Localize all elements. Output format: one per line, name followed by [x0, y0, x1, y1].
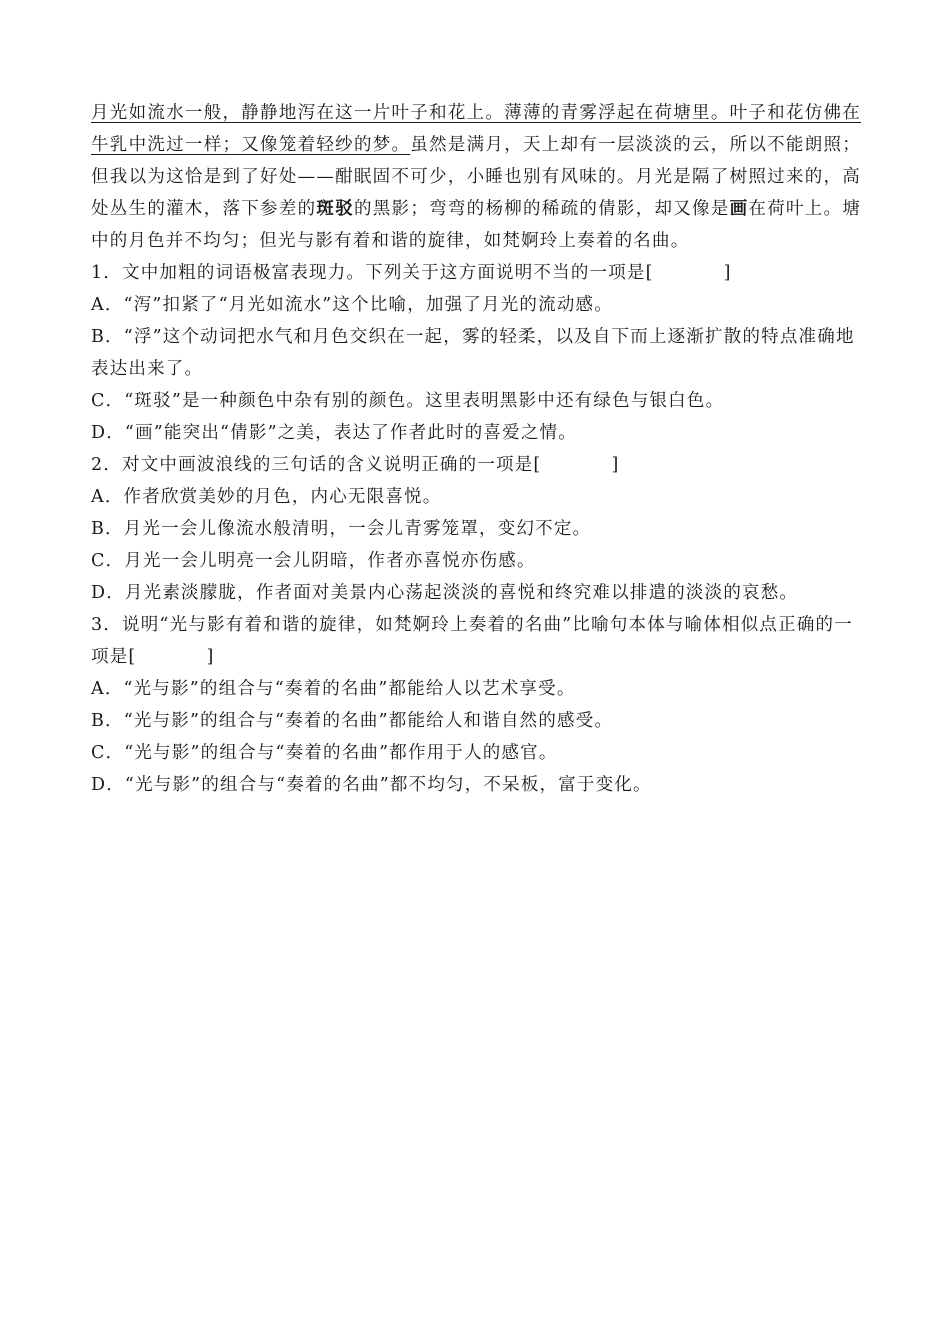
question-1-bracket-close: ] — [723, 263, 732, 283]
question-2-option-d: D．月光素淡朦胧，作者面对美景内心荡起淡淡的喜悦和终究难以排遣的淡淡的哀愁。 — [91, 583, 799, 603]
question-3-bracket-close: ] — [206, 647, 215, 667]
question-1-stem-text: 1．文中加粗的词语极富表现力。下列关于这方面说明不当的一项是[ — [91, 263, 654, 283]
question-2-option-c: C．月光一会儿明亮一会儿阴暗，作者亦喜悦亦伤感。 — [91, 551, 536, 571]
question-2 — [91, 449, 861, 609]
passage-text-3: 在荷叶上。塘中的月色并不均匀；但光与影有着和谐的旋律，如梵婀玲上奏着的名曲。 — [91, 199, 862, 251]
question-2-option-a: A．作者欣赏美妙的月色，内心无限喜悦。 — [91, 487, 442, 507]
question-3-stem-text: 3．说明“光与影有着和谐的旋律，如梵婀玲上奏着的名曲”比喻句本体与喻体相似点正确的一项是[ — [91, 615, 853, 667]
question-2-stem — [91, 449, 861, 481]
question-1 — [91, 257, 861, 449]
question-3 — [91, 609, 861, 801]
bold-word-banbo: 斑驳 — [316, 199, 354, 219]
question-2-bracket-close: ] — [611, 455, 620, 475]
reading-passage — [91, 97, 861, 257]
document-page — [91, 97, 861, 801]
passage-text-1: 虽然是满月，天上却有一层淡淡的云，所以不能朗照；但我以为这恰是到了好处——酣眠固不可少，小睡也别有风味的。月光是隔了树照过来的，高处丛生的灌木，落下参差的 — [91, 135, 861, 219]
question-1-stem — [91, 257, 861, 289]
bold-word-hua: 画 — [729, 199, 749, 219]
question-3-option-d: D．“光与影”的组合与“奏着的名曲”都不均匀，不呆板，富于变化。 — [91, 775, 652, 795]
passage-text-2: 的黑影；弯弯的杨柳的稀疏的倩影，却又像是 — [353, 199, 730, 219]
question-3-option-b: B．“光与影”的组合与“奏着的名曲”都能给人和谐自然的感受。 — [91, 711, 614, 731]
question-1-option-c: C．“斑驳”是一种颜色中杂有别的颜色。这里表明黑影中还有绿色与银白色。 — [91, 391, 725, 411]
question-1-option-a: A．“泻”扣紧了“月光如流水”这个比喻，加强了月光的流动感。 — [91, 295, 613, 315]
question-3-option-c: C．“光与影”的组合与“奏着的名曲”都作用于人的感官。 — [91, 743, 558, 763]
question-1-option-d: D．“画”能突出“倩影”之美，表达了作者此时的喜爱之情。 — [91, 423, 577, 443]
question-2-stem-text: 2．对文中画波浪线的三句话的含义说明正确的一项是[ — [91, 455, 542, 475]
question-3-stem — [91, 609, 861, 673]
question-1-option-b: B．“浮”这个动词把水气和月色交织在一起，雾的轻柔，以及自下而上逐渐扩散的特点准确地表达出来了。 — [91, 327, 855, 379]
wavy-underlined-sentences: 月光如流水一般，静静地泻在这一片叶子和花上。薄薄的青雾浮起在荷塘里。叶子和花仿佛在牛乳中洗过一样；又像笼着轻纱的梦。 — [91, 103, 861, 155]
question-2-option-b: B．月光一会儿像流水般清明，一会儿青雾笼罩，变幻不定。 — [91, 519, 592, 539]
question-3-option-a: A．“光与影”的组合与“奏着的名曲”都能给人以艺术享受。 — [91, 679, 576, 699]
